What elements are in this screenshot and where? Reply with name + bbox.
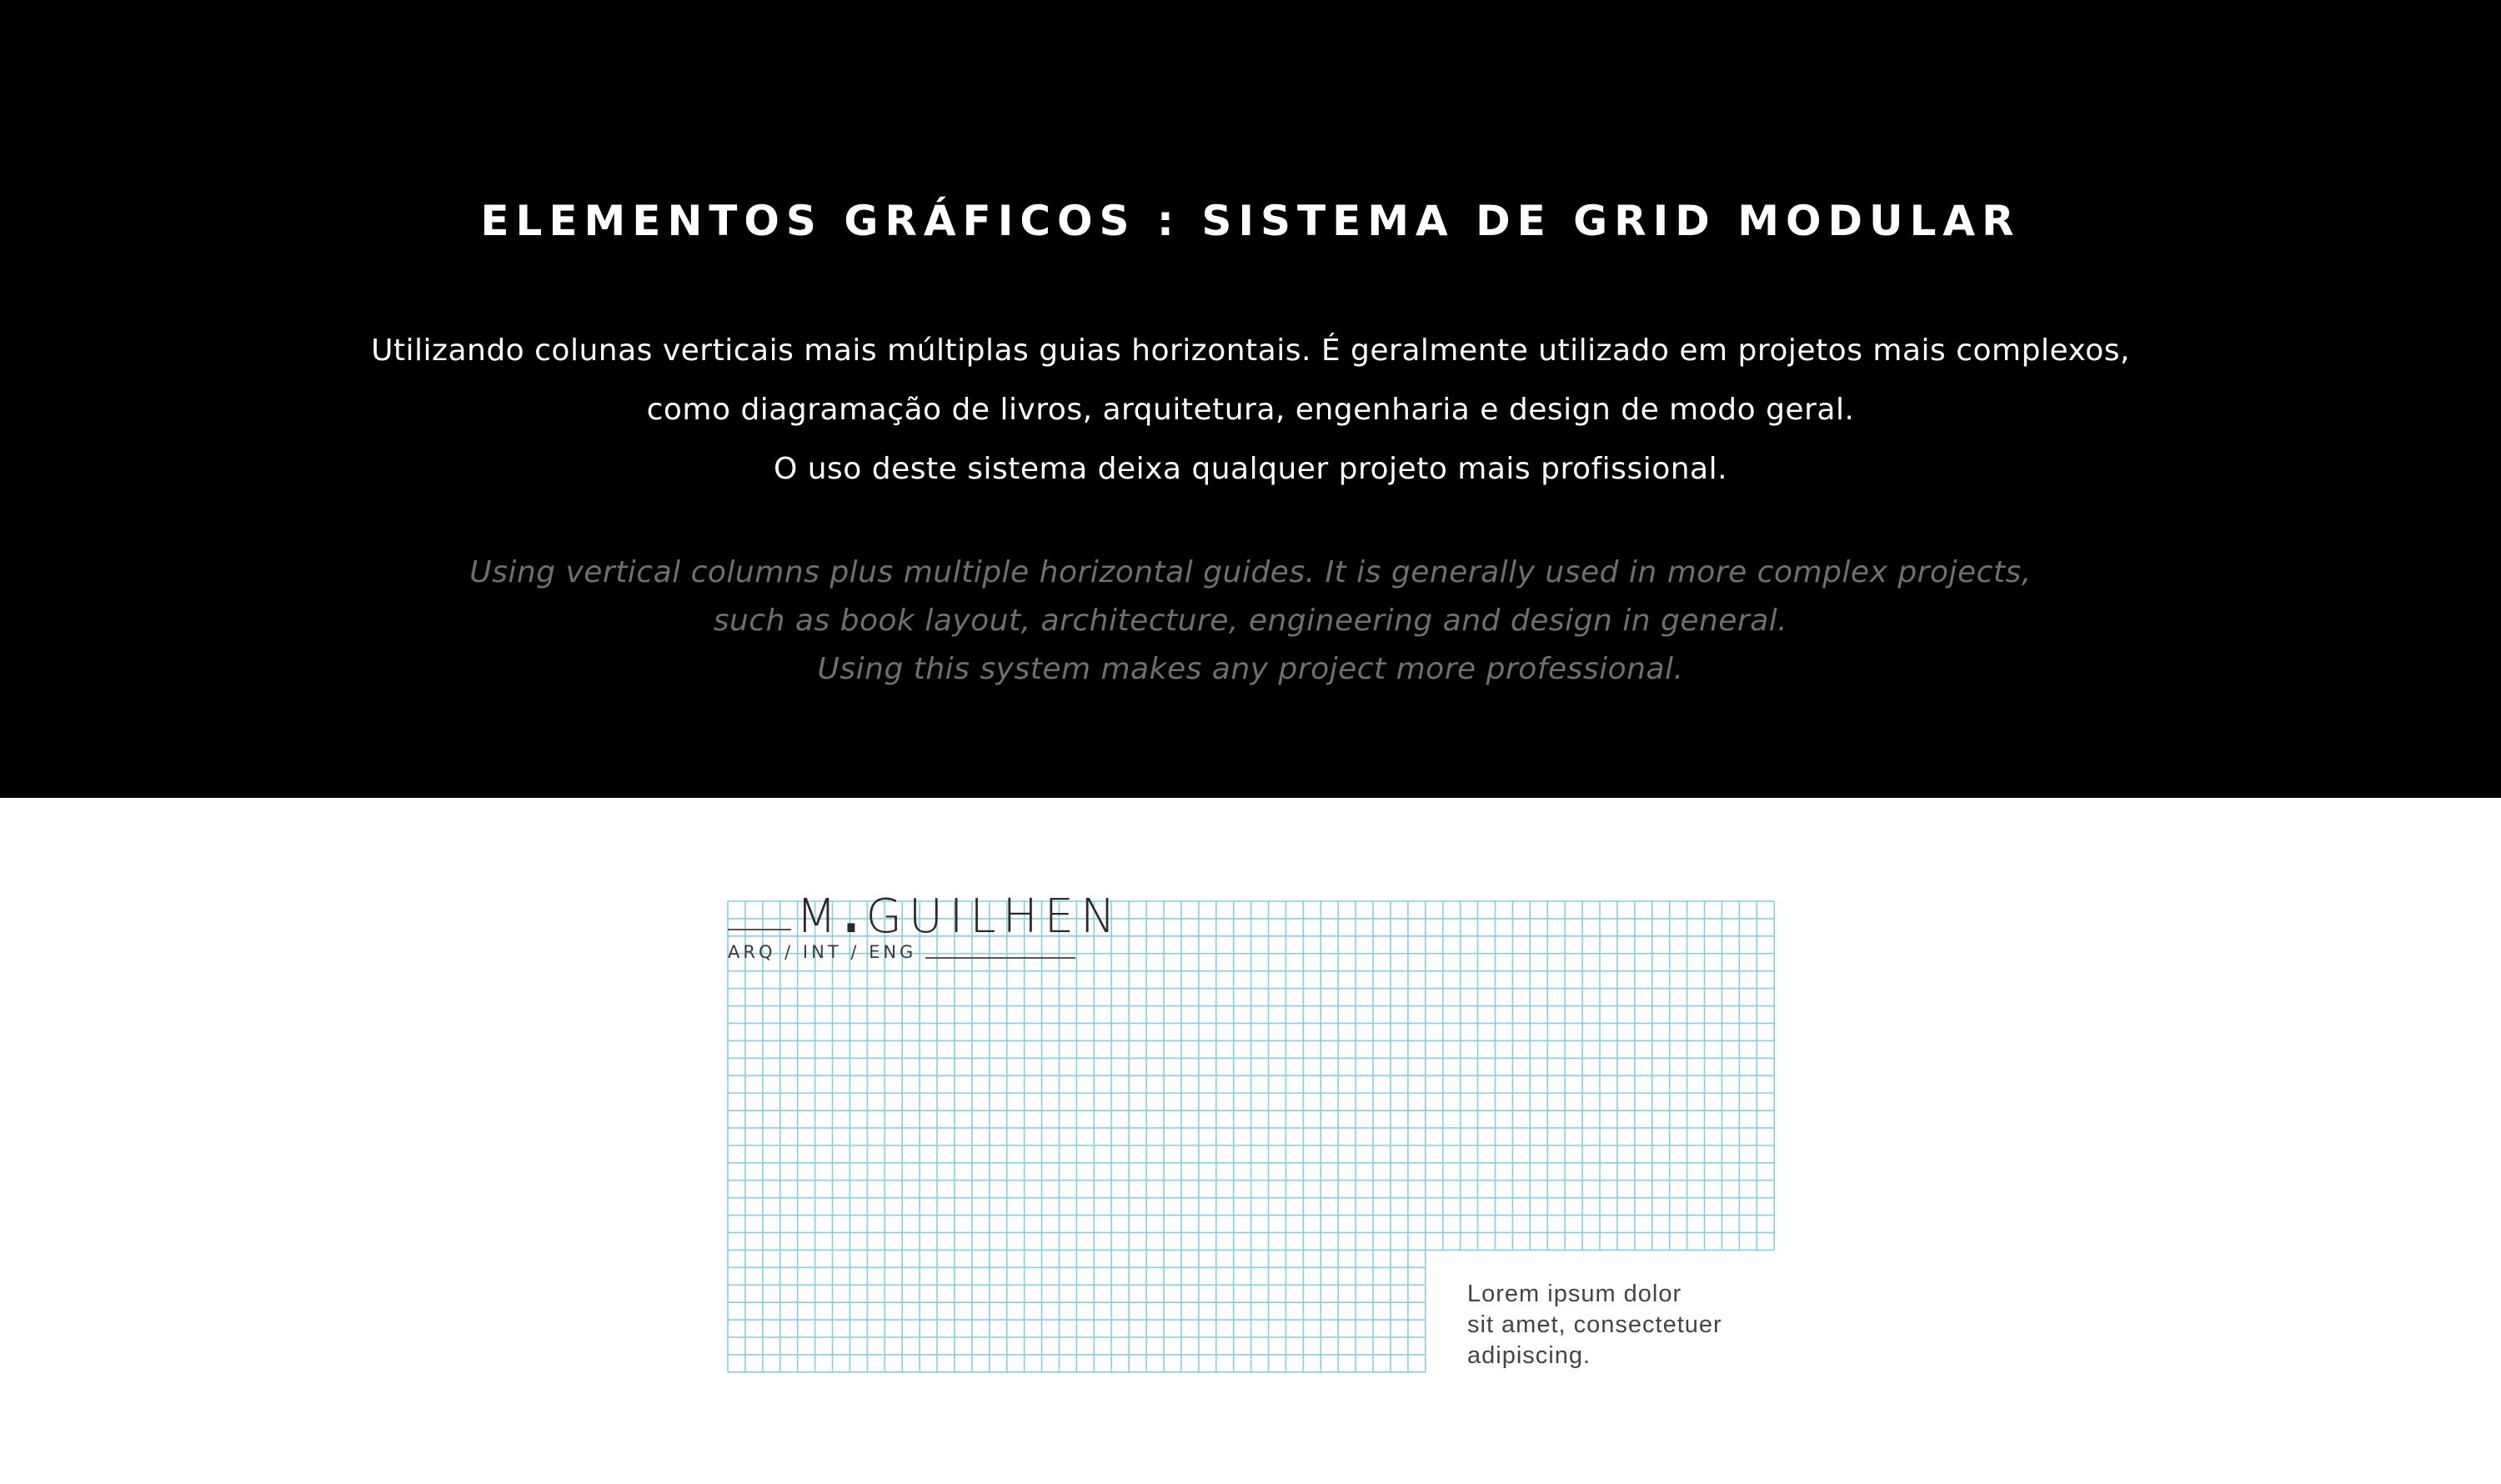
- logo-rule-right: [925, 957, 1075, 959]
- card-text-line-1: Lorem ipsum dolor: [1467, 1281, 1682, 1307]
- logo-tagline: ARQ / INT / ENG: [728, 942, 917, 962]
- english-description-line-1: Using vertical columns plus multiple horizontal guides. It is generally used in more complex projects,: [469, 555, 2032, 589]
- page-title: ELEMENTOS GRÁFICOS : SISTEMA DE GRID MODULAR: [480, 197, 2021, 245]
- english-description-line-3: Using this system makes any project more professional.: [817, 652, 1684, 686]
- card-body-text: [1467, 1279, 1722, 1371]
- logo-dot: .: [843, 890, 866, 944]
- card-text-line-2: sit amet, consectetuer: [1467, 1311, 1722, 1338]
- portuguese-description-line-3: O uso deste sistema deixa qualquer projeto mais profissional.: [773, 452, 1728, 486]
- logo-wordmark: [796, 890, 1122, 944]
- card-text-line-3: adipiscing.: [1467, 1342, 1591, 1369]
- english-description-line-2: such as book layout, architecture, engineering and design in general.: [713, 604, 1788, 638]
- logo-surname: GUILHEN: [865, 890, 1122, 944]
- portuguese-description-line-2: como diagramação de livros, arquitetura, engenharia e design de modo geral.: [646, 393, 1855, 427]
- logo-rule-left: [728, 929, 791, 930]
- portuguese-description-line-1: Utilizando colunas verticais mais múltiplas guias horizontais. É geralmente utilizado em projetos mais complexos,: [371, 333, 2130, 368]
- logo-initial: M: [796, 890, 844, 944]
